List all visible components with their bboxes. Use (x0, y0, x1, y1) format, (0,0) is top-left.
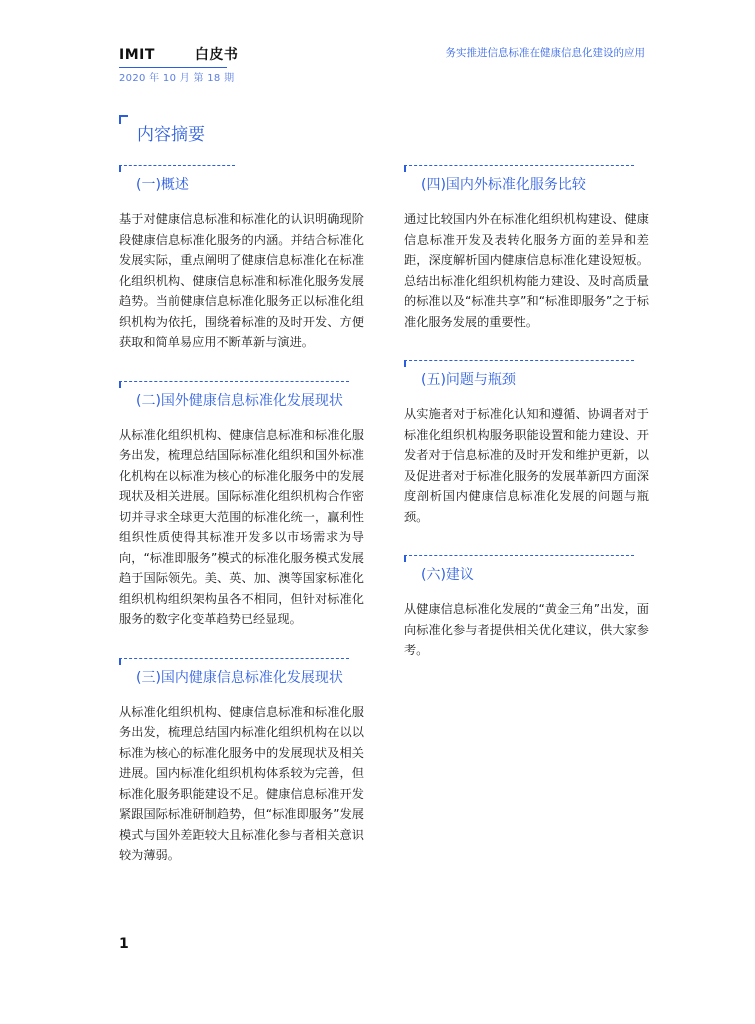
section-heading (404, 555, 649, 585)
brand-line (119, 44, 238, 64)
section-title: (四)国内外标准化服务比较 (421, 177, 586, 193)
tick-mark (404, 555, 406, 562)
section-body: 通过比较国内外在标准化组织机构建设、健康信息标准开发及表转化服务方面的差异和差距，深度解析国内健康信息标准化建设短板。总结出标准化组织机构能力建设、及时高质量的标准以及“标准共享”和“标准即服务”之于标准化服务发展的重要性。 (404, 212, 649, 329)
section-title: (三)国内健康信息标准化发展现状 (136, 669, 343, 686)
tick-mark (119, 381, 121, 388)
left-column (119, 165, 364, 866)
section-suggestions (404, 555, 649, 661)
tick-mark (404, 360, 406, 367)
header-left (119, 44, 238, 84)
section-body: 从健康信息标准化发展的“黄金三角”出发，面向标准化参与者提供相关优化建议，供大家参考。 (404, 602, 649, 657)
running-title: 务实推进信息标准在健康信息化建设的应用 (445, 47, 645, 59)
section-body: 基于对健康信息标准和标准化的认识明确现阶段健康信息标准化服务的内涵。并结合标准化发展实际，重点阐明了健康信息标准化在标准化组织机构、健康信息标准和标准化服务发展趋势。当前健康信息标准化服务正以标准化组织机构为依托，围绕着标准的及时开发、方便获取和简单易应用不断革新与演进。 (119, 212, 364, 349)
dashed-rule (404, 165, 634, 166)
dashed-rule (119, 165, 235, 166)
summary-title: 内容摘要 (137, 125, 205, 145)
section-title: (一)概述 (136, 177, 189, 193)
section-body: 从实施者对于标准化认知和遵循、协调者对于标准化组织机构服务职能设置和能力建设、开发者对于信息标准的及时开发和维护更新，以及促进者对于标准化服务的发展革新四方面深度剖析国内健康信息标准化发展的问题与瓶颈。 (404, 407, 649, 524)
section-domestic-status (119, 658, 364, 866)
dashed-rule (119, 381, 349, 382)
section-heading (404, 165, 649, 195)
tick-mark (404, 165, 406, 172)
brand-name: IMIT (119, 47, 155, 63)
section-comparison (404, 165, 649, 332)
issue-date: 2020 年 10 月 第 18 期 (119, 73, 235, 84)
section-body: 从标准化组织机构、健康信息标准和标准化服务出发，梳理总结国际标准化组织和国外标准化机构在以标准为核心的标准化服务中的发展现状及相关进展。国际标准化组织机构合作密切并寻求全球更大范围的标准化统一，赢利性组织性质使得其标准开发多以市场需求为导向，“标准即服务”模式的标准化服务模式发展趋于国际领先。美、英、加、澳等国家标准化组织机构组织架构虽各不相同，但针对标准化服务的数字化变革趋势已经显现。 (119, 427, 364, 626)
tick-mark (119, 165, 121, 172)
page-number: 1 (119, 936, 129, 952)
dashed-rule (404, 555, 634, 556)
section-title: (五)问题与瓶颈 (421, 372, 516, 388)
section-title: (二)国外健康信息标准化发展现状 (136, 392, 343, 409)
dashed-rule (119, 658, 349, 659)
right-column (404, 165, 649, 661)
section-foreign-status (119, 381, 364, 630)
dashed-rule (404, 360, 634, 361)
section-heading (404, 360, 649, 390)
section-body: 从标准化组织机构、健康信息标准和标准化服务出发，梳理总结国内标准化组织机构在以以标准为核心的标准化服务中的发展现状及相关进展。国内标准化组织机构体系较为完善，但标准化服务职能建设不足。健康信息标准开发紧跟国际标准研制趋势，但“标准即服务”发展模式与国外差距较大且标准化参与者相关意识较为薄弱。 (119, 704, 364, 862)
header-rule (119, 67, 227, 68)
section-heading (119, 381, 364, 411)
section-heading (119, 165, 364, 195)
section-overview (119, 165, 364, 353)
white-paper-label: 白皮书 (194, 47, 239, 63)
section-problems (404, 360, 649, 527)
section-title: (六)建议 (421, 567, 474, 583)
section-heading (119, 658, 364, 688)
corner-bracket-icon (119, 115, 128, 124)
tick-mark (119, 658, 121, 665)
